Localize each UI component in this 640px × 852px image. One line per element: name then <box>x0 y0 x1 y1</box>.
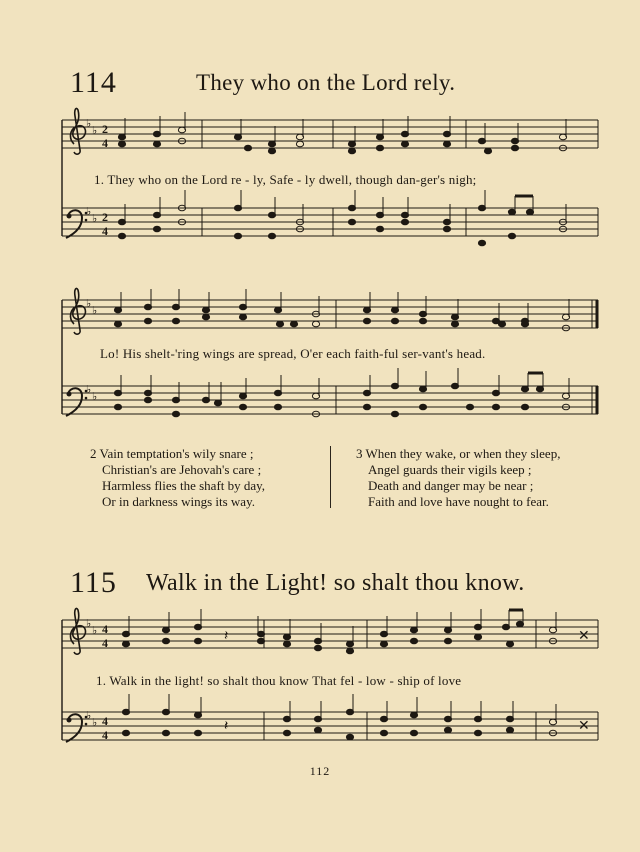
hymn-114-lyric-line-2: Lo! His shelt-'ring wings are spread, O'er each faith-ful ser-vant's head. <box>100 346 486 361</box>
svg-text:♭: ♭ <box>86 298 92 310</box>
svg-text:♭: ♭ <box>92 305 98 317</box>
verse-divider <box>330 446 331 508</box>
svg-text:♭: ♭ <box>92 625 98 637</box>
hymn-number: 114 <box>70 66 117 99</box>
svg-text:♭: ♭ <box>92 391 98 403</box>
verse-line: 3 When they wake, or when they sleep, <box>356 446 561 461</box>
svg-text:2: 2 <box>102 210 108 224</box>
verse-line: Harmless flies the shaft by day, <box>102 478 266 493</box>
svg-text:4: 4 <box>102 224 108 238</box>
verse-line: Angel guards their vigils keep ; <box>368 462 532 477</box>
svg-text:4: 4 <box>102 136 108 150</box>
svg-text:4: 4 <box>102 728 108 742</box>
verse-line: Christian's are Jehovah's care ; <box>102 462 262 477</box>
svg-text:4: 4 <box>102 622 108 636</box>
hymn-title: Walk in the Light! so shalt thou know. <box>146 570 525 596</box>
hymn-115-header <box>0 566 640 606</box>
verse-line: Faith and love have nought to fear. <box>368 494 549 509</box>
verse-line: 2 Vain temptation's wily snare ; <box>90 446 254 461</box>
staff-114-1-bass <box>62 208 598 236</box>
svg-text:4: 4 <box>102 714 108 728</box>
svg-text:𝄽: 𝄽 <box>224 719 229 734</box>
svg-text:♭: ♭ <box>86 384 92 396</box>
svg-text:♭: ♭ <box>86 618 92 630</box>
hymn-number: 115 <box>70 566 117 599</box>
svg-text:♭: ♭ <box>86 710 92 722</box>
hymn-114-lyric-line-1: 1. They who on the Lord re - ly, Safe - ly dwell, though dan-ger's nigh; <box>94 172 477 187</box>
hymn-title: They who on the Lord rely. <box>196 70 456 95</box>
svg-text:♭: ♭ <box>92 717 98 729</box>
svg-text:✕: ✕ <box>578 629 590 644</box>
page-number: 112 <box>309 764 331 778</box>
verse-line: Death and danger may be near ; <box>368 478 534 493</box>
hymn-115-lyric-line-1: 1. Walk in the light! so shalt thou know That fel - low - ship of love <box>96 673 462 688</box>
svg-text:♭: ♭ <box>92 125 98 137</box>
svg-text:𝄽: 𝄽 <box>224 629 229 644</box>
hymn-114-verse-2 <box>90 446 265 510</box>
svg-text:✕: ✕ <box>578 719 590 734</box>
svg-text:2: 2 <box>102 122 108 136</box>
verse-line: Or in darkness wings its way. <box>102 494 255 509</box>
svg-text:♭: ♭ <box>86 118 92 130</box>
svg-text:♭: ♭ <box>92 213 98 225</box>
svg-text:♭: ♭ <box>86 206 92 218</box>
hymn-114-verse-3 <box>356 446 560 510</box>
svg-text:4: 4 <box>102 636 108 650</box>
